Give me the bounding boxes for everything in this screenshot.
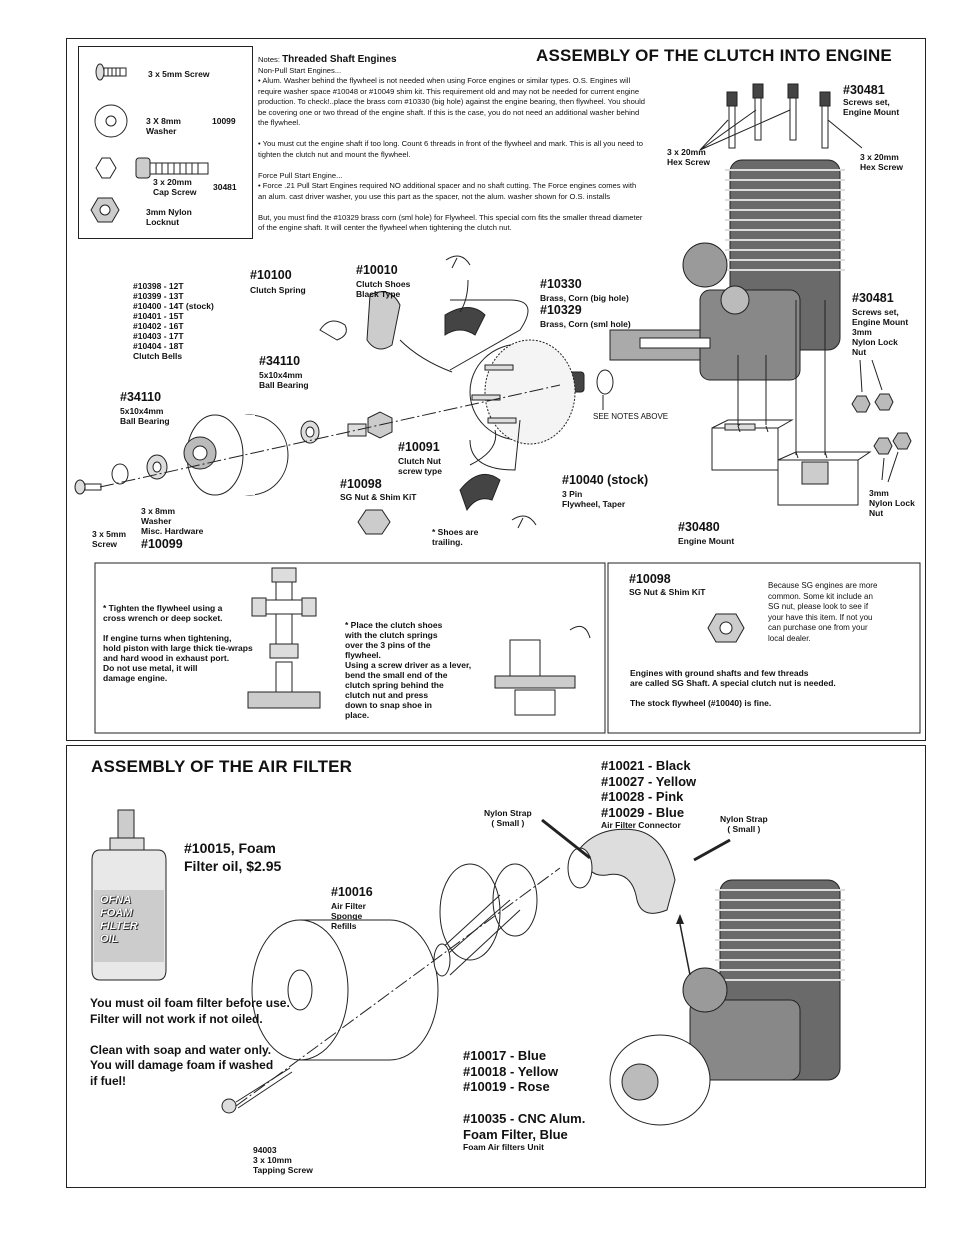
part-10100: #10100: [250, 268, 292, 282]
part-30481-mid: #30481: [852, 291, 894, 305]
air-filter-section-title: ASSEMBLY OF THE AIR FILTER: [91, 757, 353, 776]
part-10329: #10329: [540, 303, 582, 317]
nylon-lock-nut-label: 3mm Nylon Lock Nut: [869, 488, 915, 518]
flywheel-illustration: [470, 340, 575, 444]
part-10330-desc: Brass, Corn (big hole): [540, 293, 629, 303]
foam-filter-parts: #10017 - Blue #10018 - Yellow #10019 - Rose: [463, 1048, 559, 1094]
notes-title: Threaded Shaft Engines: [282, 54, 397, 65]
part-30480: #30480: [678, 520, 720, 534]
sg-box-side-text: Because SG engines are more common. Some kit include an SG nut, please look to see if your have this item. If not you can purchase one from your local dealer.: [768, 581, 878, 643]
sg-box-part-number: #10098: [629, 572, 671, 586]
cross-wrench: [248, 568, 320, 708]
part-30481-top: #30481: [843, 83, 885, 97]
cap-screw-part-number: 30481: [213, 182, 237, 192]
engine-mount-blocks: [712, 420, 870, 505]
foam-filter-oil-part: #10015, Foam Filter oil, $2.95: [184, 840, 282, 874]
part-30481-mid-desc: Screws set, Engine Mount 3mm Nylon Lock Nut: [852, 307, 909, 357]
part-34110-b: #34110: [120, 390, 162, 404]
part-10091-desc: Clutch Nut screw type: [398, 456, 442, 476]
part-34110-a-desc: 5x10x4mm Ball Bearing: [259, 370, 309, 390]
hex-screw-right-label: 3 x 20mm Hex Screw: [860, 152, 903, 172]
nylon-lock-nuts: [852, 394, 911, 454]
part-30480-desc: Engine Mount: [678, 536, 735, 546]
part-10010: #10010: [356, 263, 398, 277]
locknut-label: 3mm Nylon Locknut: [146, 207, 192, 227]
part-10010-desc: Clutch Shoes Black Type: [356, 279, 411, 299]
part-10040: #10040 (stock): [562, 473, 649, 487]
part-34110-b-desc: 5x10x4mm Ball Bearing: [120, 406, 170, 426]
screw-bottom-icon: [75, 480, 101, 494]
foam-oil-warning: You must oil foam filter before use. Filter will not work if not oiled. Clean with soap and water only. You will damage foam if washed if fuel!: [90, 996, 290, 1088]
part-10016: #10016: [331, 885, 373, 899]
air-filter-connector-parts: #10021 - Black #10027 - Yellow #10028 - Pink #10029 - Blue: [601, 758, 697, 820]
part-10098-desc: SG Nut & Shim KiT: [340, 492, 417, 502]
locknut-icon: [91, 198, 119, 222]
sg-box-note-1: Engines with ground shafts and few threads are called SG Shaft. A special clutch nut is needed.: [630, 668, 836, 688]
clutch-bells-list: #10398 - 12T #10399 - 13T #10400 - 14T (stock) #10401 - 15T #10402 - 16T #10403 - 17T #10404 - 18T Clutch Bells: [133, 281, 214, 361]
screw-bottom-label: 3 x 5mm Screw: [92, 529, 127, 549]
flywheel-tighten-tip: * Tighten the flywheel using a cross wrench or deep socket. If engine turns when tightening, hold piston with large thick tie-wraps and hard wood in exhaust port. Do not use metal, it will damage engine.: [103, 603, 253, 683]
part-10329-desc: Brass, Corn (sml hole): [540, 319, 631, 329]
hex-screw-left-label: 3 x 20mm Hex Screw: [667, 147, 710, 167]
washer-icon: [95, 105, 127, 137]
clutch-section-title: ASSEMBLY OF THE CLUTCH INTO ENGINE: [536, 46, 892, 65]
hex-screws-top: [727, 84, 830, 148]
cap-screw-icon: [96, 158, 208, 178]
air-filter-connector-desc: Air Filter Connector: [601, 820, 681, 830]
bottle-label-text: OFNA FOAM FILTER OIL: [100, 894, 138, 945]
tapping-screw-label: 94003 3 x 10mm Tapping Screw: [253, 1145, 313, 1175]
threaded-shaft-notes: [258, 55, 646, 234]
part-10100-desc: Clutch Spring: [250, 285, 306, 295]
notes-body: Non-Pull Start Engines... • Alum. Washer behind the flywheel is not needed when using Force engines or similar types. O.S. Engines will require washer space #10048 or #10049 shim kit. This requirement old and may not be needed for current engine production. To check!..place the brass corn #10330 (big hole) against the engine bearing, then flywheel. You should be covering one or two thread of the engine shaft. If this is the case, you do not need an additional washer behind the flywheel. • You must cut the engine shaft if too long. Count 6 threads in front of the flywheel and mark. This is all you need to tighten the clutch nut and mount the flywheel. Force Pull Start Engine... • Force .21 Pull Start Engines required NO additional spacer and no shaft cutting. The Force engines comes with an alum. cast driver washer, you use this part as the spacer, not the alum. washer shown for O.S. installs But, you must find the #10329 brass corn (sml hole) for Flywheel. This special corn fits the smaller thread diameter of the engine shaft. It will center the flywheel when tightening the clutch nut.: [258, 65, 645, 232]
part-10091: #10091: [398, 440, 440, 454]
part-10330: #10330: [540, 277, 582, 291]
clutch-bell-illustration: [184, 415, 288, 495]
washer-label: 3 X 8mm Washer: [146, 116, 181, 136]
part-10099: #10099: [141, 537, 183, 551]
see-notes-label: SEE NOTES ABOVE: [593, 412, 669, 421]
part-34110-a: #34110: [259, 354, 301, 368]
part-30481-top-desc: Screws set, Engine Mount: [843, 97, 900, 117]
shoes-trailing-note: * Shoes are trailing.: [432, 527, 479, 547]
notes-prefix: Notes:: [258, 55, 283, 64]
part-10040-desc: 3 Pin Flywheel, Taper: [562, 489, 626, 509]
screw-label: 3 x 5mm Screw: [148, 69, 210, 79]
sg-box-note-2: The stock flywheel (#10040) is fine.: [630, 698, 772, 708]
sg-box-part-desc: SG Nut & Shim KiT: [629, 587, 706, 597]
sg-nut-icon: [708, 614, 744, 642]
nylon-strap-right-label: Nylon Strap ( Small ): [720, 814, 768, 834]
flywheel-shoe-detail: [495, 626, 590, 715]
screw-icon: [96, 64, 126, 80]
part-10098: #10098: [340, 477, 382, 491]
clutch-shoe-install-tip: * Place the clutch shoes with the clutch springs over the 3 pins of the flywheel. Using a screw driver as a lever, bend the small end of the clutch spring behind the clutch nut and press down to snap shoe in place.: [345, 620, 472, 720]
nylon-strap-left-label: Nylon Strap ( Small ): [484, 808, 532, 828]
cnc-foam-filter-desc: Foam Air filters Unit: [463, 1142, 544, 1152]
washer-part-number: 10099: [212, 116, 236, 126]
cnc-foam-filter-part: #10035 - CNC Alum. Foam Filter, Blue: [463, 1111, 586, 1142]
washer-bottom-label: 3 x 8mm Washer Misc. Hardware: [141, 506, 204, 536]
part-10016-desc: Air Filter Sponge Refills: [331, 901, 366, 931]
cap-screw-label: 3 x 20mm Cap Screw: [153, 177, 197, 197]
